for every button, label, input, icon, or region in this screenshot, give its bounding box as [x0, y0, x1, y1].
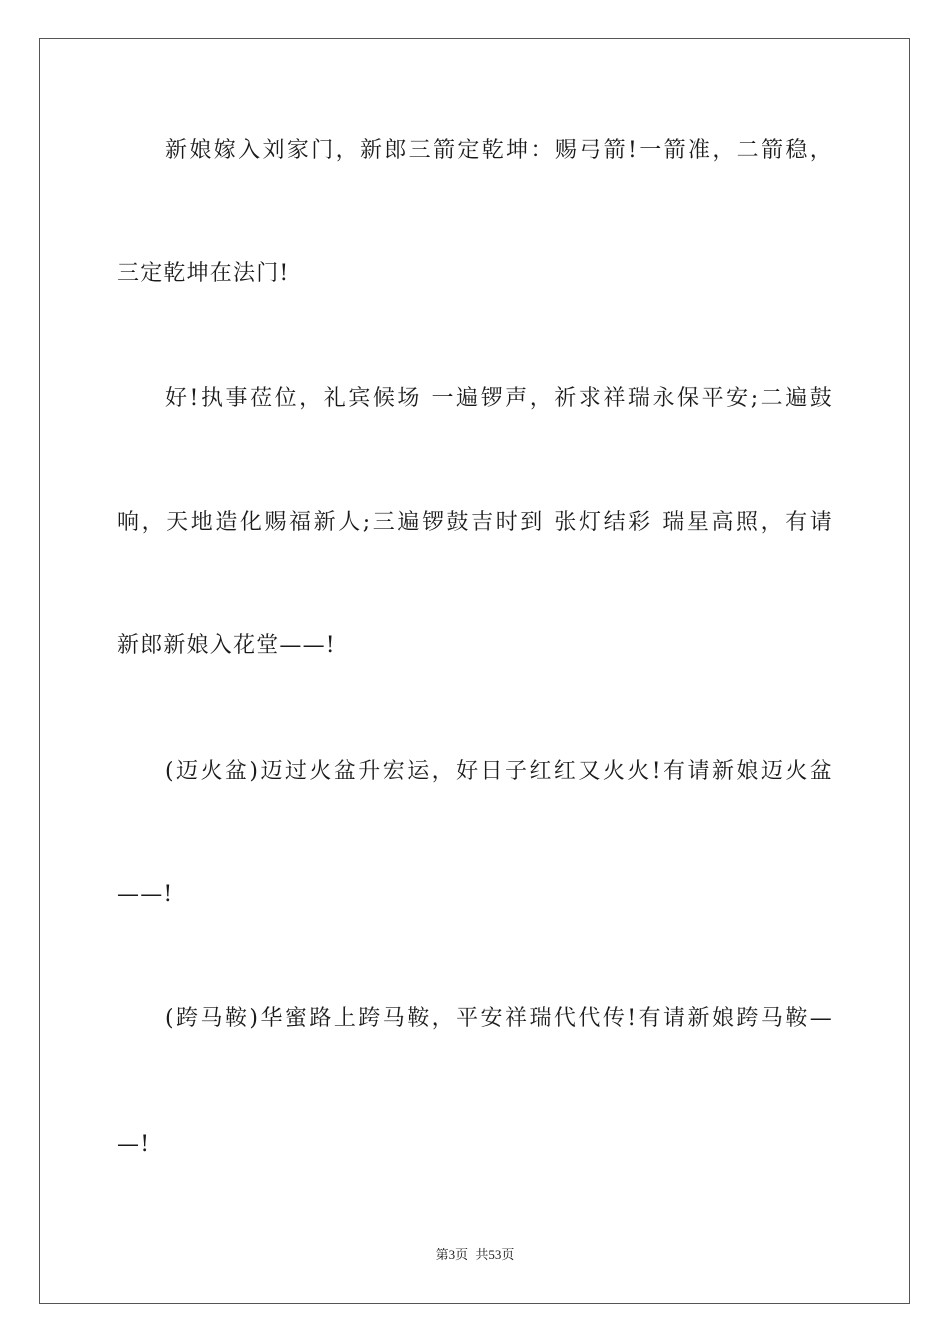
- page-border: [39, 38, 910, 1304]
- page-footer: [0, 1246, 950, 1264]
- paragraph-line: (迈火盆)迈过火盆升宏运，好日子红红又火火!有请新娘迈火盆: [165, 759, 833, 784]
- page-number: 第3页: [435, 1247, 469, 1262]
- paragraph-line: (跨马鞍)华蜜路上跨马鞍，平安祥瑞代代传!有请新娘跨马鞍—: [165, 1006, 833, 1031]
- paragraph-line: 好!执事莅位，礼宾候场 一遍锣声，祈求祥瑞永保平安;二遍鼓: [165, 386, 833, 411]
- paragraph-line: —!: [117, 1132, 151, 1157]
- paragraph-line: 新娘嫁入刘家门，新郎三箭定乾坤：赐弓箭!一箭准，二箭稳，: [165, 138, 833, 163]
- paragraph-line: ——!: [117, 882, 174, 907]
- paragraph-line: 新郎新娘入花堂——!: [117, 633, 336, 658]
- paragraph-line: 响，天地造化赐福新人;三遍锣鼓吉时到 张灯结彩 瑞星高照，有请: [117, 510, 833, 535]
- page-total: 共53页: [475, 1247, 515, 1262]
- paragraph-line: 三定乾坤在法门!: [117, 261, 290, 286]
